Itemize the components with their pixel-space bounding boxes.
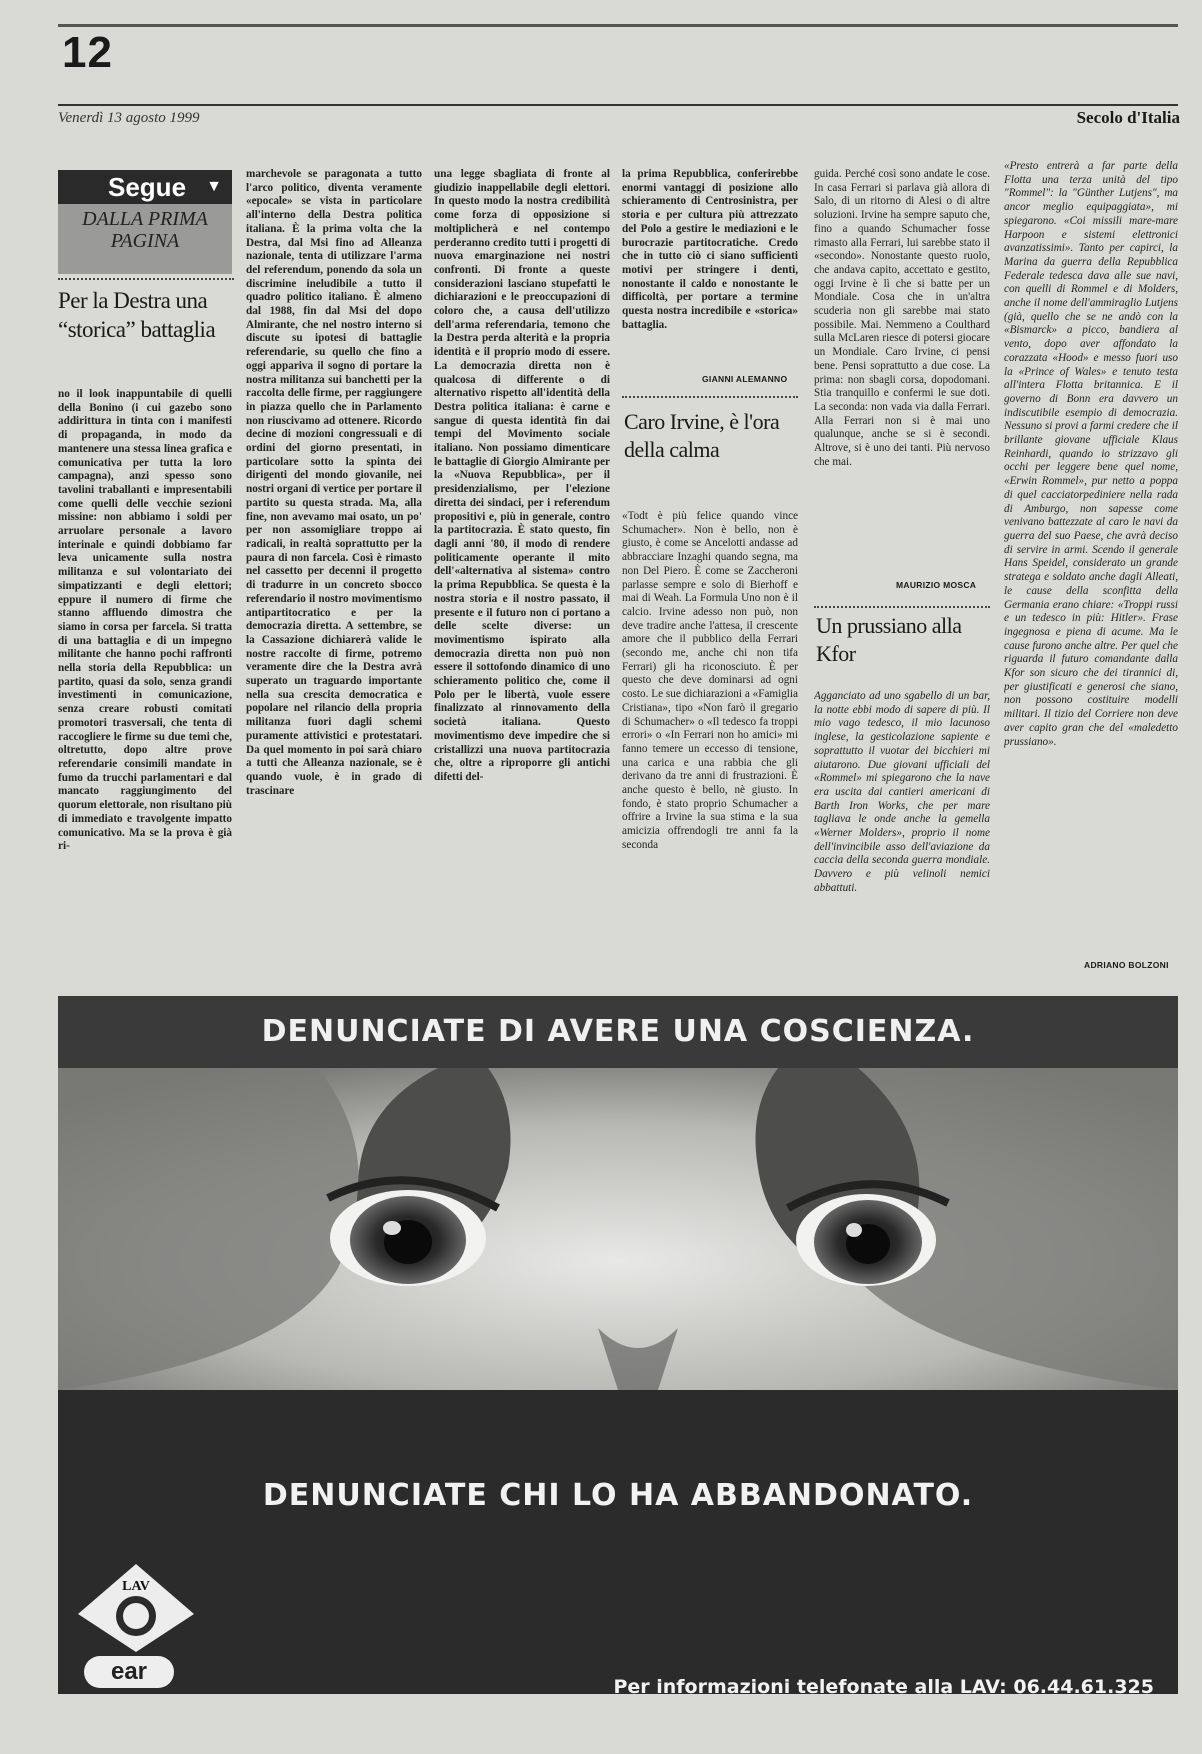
article-title: Un prussiano alla Kfor [816, 613, 962, 666]
header-rule [58, 104, 1178, 106]
lav-logo-text: LAV [122, 1579, 150, 1594]
article-column-5b: Agganciato ad uno sgabello di un bar, la notte ebbi modo di sapere di più. Il mio vago tedesco, il mio lacunoso inglese, la gesticolazione sapiente e soprattutto il vuotar dei bicchieri mi aiutarono. Due giovani ufficiali del «Rommel» mi spiegarono che la nave era uscita dai cantieri americani di Barth Iron Works, che per mare tagliava le onde anche la gemella «Werner Molders», proprio il nome dell'invincibile asso dell'aviazione da caccia della seconda guerra mondiale. Davvero e più velinoli nemici abbattuti. [814, 690, 990, 894]
page-number: 12 [62, 28, 113, 77]
ad-headline-bottom: DENUNCIATE CHI LO HA ABBANDONATO. [262, 1478, 974, 1513]
divider [622, 396, 798, 398]
dalla-prima-pagina: DALLA PRIMA PAGINA [58, 204, 232, 274]
ad-bottom-band [58, 1390, 1178, 1694]
article-column-3: una legge sbagliata di fronte al giudizio inappellabile degli elettori. In questo modo la nostra credibilità come forza di opposizione si moltiplicherà e nel contempo perderanno credito tutti i progetti di nuova emarginazione nei nostri confronti. Di fronte a queste considerazioni lasciano stupefatti le dichiarazioni e le preoccupazioni di coloro che, a causa dell'utilizzo dell'arma referendaria, temono che la Destra perda alterità e la propria identità e il proprio modo di essere. La democrazia diretta non è qualcosa di differente o di alternativo rispetto all'identità della Destra politica italiana: è carne e sangue di questa identità fin dai tempi del Movimento sociale italiano. Non possiamo dimenticare le battaglie di Giorgio Almirante per la «Nuova Repubblica», per il presidenzialismo, per l'elezione diretta dei sindaci, per i referendum propositivi e, più in generale, contro la partitocrazia. È stato questo, fin dagli anni '80, il modo di rendere politicamente operante il mito dell'«alternativa al sistema» contro la prima Repubblica. Se questa è la nostra storia e il nostro passato, il presente e il futuro non ci portano a delle scelte diverse: un movimentismo ispirato alla democrazia diretta non può non essere il sottofondo dinamico di uno schieramento politico che, come il Polo per le libertà, vuole essere finalizzato al rinnovamento della società italiana. Questo movimentismo deve impedire che si cristallizzi una nuova partitocrazia che, oltre a riproporre gli antichi difetti del- [434, 168, 610, 783]
byline: MAURIZIO MOSCA [896, 580, 977, 590]
ad-contact-info: Per informazioni telefonate alla LAV: 06.44.61.325 [613, 1676, 1154, 1698]
article-title: Per la Destra una “storica” battaglia [58, 288, 216, 342]
article-column-6: «Presto entrerà a far parte della Flotta una terza unità del tipo "Rommel": la "Günther Lutjens", ma ancor meglio equipaggiata», mi spiegarono. «Coi missili mare-mare Harpoon e sistemi elettronici avanzatissimi». Tanto per capirci, la Marina da guerra della Repubblica Federale tedesca dava alle sue navi, con quelli di Rommel e di Molders, anche il nome dell'ammiraglio Lutjens (già, quello che se ne andò con la «Bismarck» a picco, bandiera al vento, dopo aver affondato la corazzata «Hood» e messo fuori uso la «Prince of Wales» e tenuto testa all'intera Flotta britannica. E il governo di Bonn era davvero un indiscutibile esempio di democrazia. Nessuno si provi a farmi credere che il brillante giovane ufficiale Klaus Reinhardi, quando io strizzavo gli occhi per leggere bene quel nome, «Erwin Rommel», pur netto a poppa di quel cacciatorpediniere nella rada di Amburgo, non sapesse come venivano battezzate al caro le navi da guerra del suo Paese, che avrà deciso di servire in armi. Scendo il generale Hans Speidel, considerato un grande stratega e soldato anche dagli Alleati, le cause della sconfitta della Germania erano chiare: «Troppi russi e un tedesco in più: Hitler». Frase ingegnosa e piena di acume. Ma le cause furono anche altre. Per quel che riguarda il futuro comandante dalla Kfor son sicuro che dei tirannici di, per giustificati e generosi che siano, non possono costituire modelli militari. Il tizio del Corriere non deve aver capito gran che del «maledetto prussiano». [1004, 160, 1178, 748]
divider [814, 606, 990, 608]
article-column-1: no il look inappuntabile di quelli della Bonino (i cui gazebo sono addirittura in tinta con i manifesti di propaganda, in modo da mantenere una stessa linea grafica e comunicativa per tutta la loro campagna), anzi spesso sono tavolini traballanti e impresentabili come quelli delle vecchie sezioni missine: non abbiamo i soldi per arruolare personale a lavoro interinale e quindi dobbiamo far leva unicamente sulla nostra militanza e sul volontariato dei simpatizzanti e degli elettori; eppure il numero di firme che stanno affluendo dimostra che siamo in corsa per farcela. Si tratta di una battaglia e di un impegno militante che hanno pochi raffronti nella storia della Repubblica: un partito, quasi da solo, senza grandi investimenti in comunicazione, senza creare robusti comitati promotori trasversali, che tenta di raccogliere le firme su due temi che, oltretutto, dopo altre prove referendarie consimili mandate in fumo da trucchi parlamentari e dal mancato raggiungimento del quorum elettorale, non risultano più di immediato e travolgente impatto comunicativo. Ma se la prova è già ri- [58, 388, 232, 853]
byline: GIANNI ALEMANNO [702, 374, 788, 384]
agency-logo: ear [84, 1656, 174, 1688]
lav-logo [74, 1560, 198, 1654]
triangle-down-icon: ▼ [206, 178, 222, 195]
byline: ADRIANO BOLZONI [1084, 960, 1169, 970]
article-column-4b: «Todt è più felice quando vince Schumacher». Non è bello, non è giusto, è come se Ancelotti andasse ad abbracciare Inzaghi quando segna, ma non Del Piero. È come se Zaccheroni parlasse sempre e solo di Bierhoff e mai di Weah. La Formula Uno non è il calcio. Irvine adesso non può, non deve tradire anche l'attesa, il crescente amore che il pubblico della Ferrari (secondo me, anche chi non tifa Ferrari) gli ha riconosciuto. È per questo che deve dominarsi ad ogni costo. Le sue dichiarazioni a «Famiglia Cristiana», tipo «Non farò il gregario di Schumacher» o «Il tedesco fa troppi errori» o «In Ferrari non ho amici» mi fanno temere un eccesso di tensione, una carica e una rabbia che gli derivano da tre anni di frustrazioni. È anche questo è bello, nè giusto. In fondo, è stato proprio Schumacher a offrire a Irvine la sua stima e la sua amicizia offrendogli tre anni fa la seconda [622, 510, 798, 851]
article-column-2: marchevole se paragonata a tutto l'arco politico, diventa veramente «epocale» se vista in particolare all'interno della Destra politica italiana. È la prima volta che la Destra, dal Msi fino ad Alleanza nazionale, tenta di utilizzare l'arma del referendum, ponendo da sola un discrimine ineludibile a tutto il quadro politico italiano. È almeno dal 1988, fin dal Msi del dopo Almirante, che nel nostro interno si discute su ipotesi di battaglie referendarie, su quello che fino a oggi appariva il sogno di portare la nostra militanza sui banchetti per la raccolta delle firme, per raggiungere in piazza quello che in Parlamento non riuscivamo ad ottenere. Ricordo decine di mozioni congressuali e di ordini del giorno presentati, in particolare sotto la spinta dei dirigenti del mondo giovanile, nei nostri organi di vertice per portare il partito su questa strada. Ma, alla fine, non avevamo mai osato, un po' per non assomigliare troppo ai radicali, in realtà soprattutto per la paura di non farcela. Così è rimasto nel cassetto per decenni il progetto di tradurre in un concreto sbocco referendario il nostro movimentismo antipartitocratico e per la democrazia diretta. A settembre, se la Cassazione dichiarerà valide le nostre raccolte di firme, potremo veramente dire che la Destra avrà superato un traguardo importante nella sua crescita democratica e popolare nel rilancio della propria militanza fuori dagli schemi puramente attivistici e protestatari. Da quel momento in poi sarà chiaro a tutti che Alleanza nazionale, se è quando vuole, è in grado di trascinare [246, 168, 422, 797]
article-column-4: la prima Repubblica, conferirebbe enormi vantaggi di posizione allo schieramento di Centrosinistra, per storia e per cultura più attrezzato del Polo a gestire le mediazioni e le burocrazie partitocratiche. Credo che in tutto ciò ci siano sufficienti motivi per stringere i denti, nonostante il caldo e nonostante le difficoltà, per portare a termine questa nostra incredibile e «storica» battaglia. [622, 168, 798, 331]
issue-date: Venerdì 13 agosto 1999 [58, 110, 200, 126]
segue-label: Segue ▼ [58, 170, 232, 204]
dog-eyes-photo [58, 1068, 1178, 1390]
ad-headline-top: DENUNCIATE DI AVERE UNA COSCIENZA. [261, 1014, 975, 1049]
publication-name: Secolo d'Italia [1076, 108, 1180, 127]
top-rule [58, 24, 1178, 27]
article-column-5: guida. Perché così sono andate le cose. In casa Ferrari si parlava già allora di Salo, di un ritorno di Alesi o di altre soluzioni. Irvine ha sempre saputo che, fino a quando Schumacher fosse rimasto alla Ferrari, lui sarebbe stato il «secondo». Nonostante questo ruolo, che andava capito, accettato e gestito, oggi Irvine è lì che si batte per un Mondiale. Cosa che in un'altra scuderia non gli sarebbe mai stato possibile. Mai. Nemmeno a Coulthard sulla McLaren riesce di potersi giocare un Mondiale. Caro Irvine, ci pensi bene. Pensi soprattutto a due cose. La prima: non sbagli corsa, dopodomani. Stia tranquillo e confermi le sue doti. La seconda: non vada via dalla Ferrari. Alla Ferrari non si è mai uno qualunque, anche se si è secondi. Altrove, si è uno dei tanti. Più nervoso che mai. [814, 168, 990, 468]
article-title: Caro Irvine, è l'ora della calma [624, 409, 780, 462]
divider [58, 278, 234, 280]
